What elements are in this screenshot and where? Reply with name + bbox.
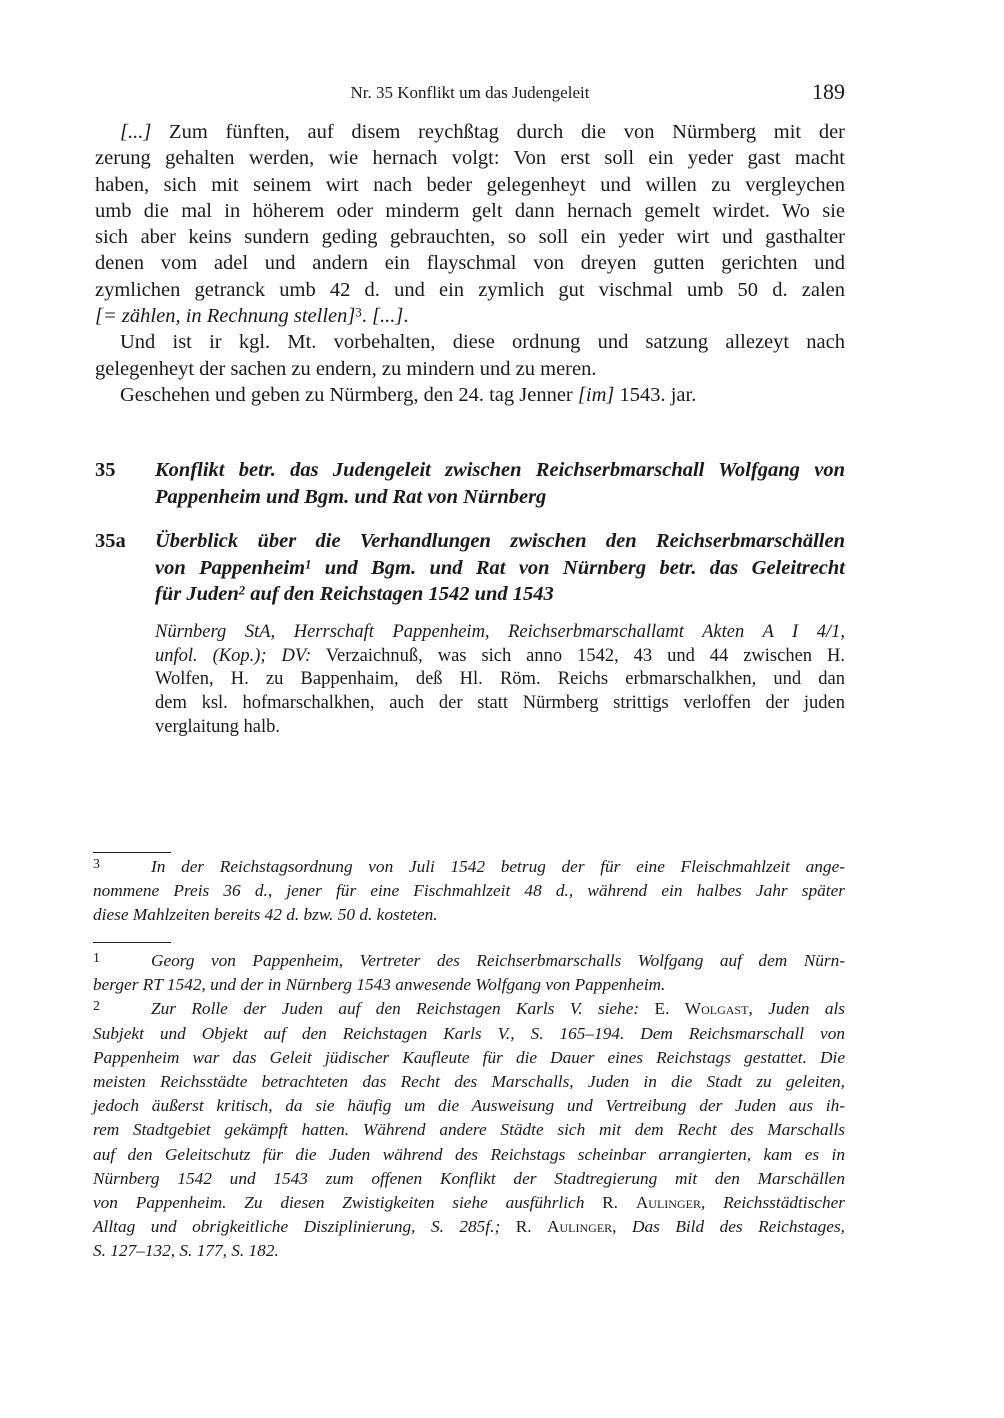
section-number: 35a [95, 530, 126, 552]
text-line: 1 Georg von Pappenheim, Vertreter des Reichserbmarschalls Wolfgang auf dem Nürn- [93, 949, 845, 970]
text-line [93, 1191, 845, 1215]
text-line [155, 692, 845, 716]
text-segment: und Bgm. und Rat von Nürnberg betr. das Geleitrecht [311, 556, 845, 579]
text-line [155, 528, 845, 555]
text-segment: sich aber keins sundern geding gebrauchten, so soll ein yeder wirt und gasthalter [95, 226, 845, 249]
text-line [93, 973, 845, 997]
section-title [155, 457, 845, 510]
source-note [155, 621, 845, 740]
text-segment: Geschehen und geben zu Nürmberg, den 24. tag Jenner [120, 383, 578, 406]
text-line [155, 581, 845, 608]
text-line: 3 In der Reichstagsordnung von Juli 1542 betrug der für eine Fleischmahlzeit ange- [93, 855, 845, 876]
text-segment: dem ksl. hofmarschalkhen, auch der statt Nürmberg strittigs verloffen der juden [155, 693, 845, 714]
text-line [93, 1022, 845, 1046]
text-line [93, 1070, 845, 1094]
text-line [93, 1239, 845, 1263]
text-line [95, 329, 845, 355]
text-line [155, 645, 845, 669]
paragraph-geschehen [95, 382, 845, 408]
text-segment: Aulinger [635, 1193, 701, 1213]
footnote-divider [93, 942, 171, 943]
text-line [93, 1167, 845, 1191]
text-segment: [...] [371, 305, 404, 328]
text-line [95, 303, 845, 329]
text-segment: Zur Rolle der Juden auf den Reichstagen Karls V. siehe: [151, 999, 640, 1019]
text-line [95, 198, 845, 224]
text-segment: Zum fünften, auf disem reychßtag durch die von Nürmberg mit der [151, 121, 845, 143]
text-segment: Nürnberg StA, Herrschaft Pappenheim, Reichserbmarschallamt Akten A I 4/1, [155, 622, 845, 642]
text-segment: verglaitung halb. [155, 716, 281, 737]
text-segment: Wolgast [684, 999, 749, 1019]
text-segment: Nürnberg 1542 und 1543 zum offenen Konflikt der Stadtregierung mit den Marschällen [93, 1168, 845, 1188]
text-segment: Konflikt betr. das Judengeleit zwischen Reichserbmarschall Wolfgang von [155, 459, 845, 481]
section-heading-35a [95, 528, 845, 608]
text-segment: [im] [577, 383, 615, 406]
text-segment: , Juden als [748, 999, 845, 1019]
text-segment: [= zählen, in Rechnung stellen] [95, 305, 356, 328]
page-number: 189 [812, 79, 845, 104]
text-line [95, 145, 845, 171]
text-line [93, 1143, 845, 1167]
text-line [95, 224, 845, 250]
text-segment: Und ist ir kgl. Mt. vorbehalten, diese ordnung und satzung allezeyt nach [120, 331, 845, 354]
text-line [95, 250, 845, 276]
running-head [95, 80, 845, 106]
text-segment: Pappenheim war das Geleit jüdischer Kaufleute für die Dauer eines Reichstags gestattet. Die [93, 1047, 845, 1067]
text-segment: , Reichsstädtischer [700, 1193, 846, 1213]
text-segment: . [361, 305, 372, 328]
text-line [93, 1215, 845, 1239]
text-segment: Alltag und obrigkeitliche Disziplinierung, S. 285f.; [93, 1217, 501, 1237]
text-segment: auf den Reichstagen 1542 und 1543 [245, 583, 554, 605]
text-line [95, 119, 845, 145]
text-segment: denen vom adel und andern ein flayschmal von dreyen gutten gerichten und [95, 252, 845, 275]
text-line [93, 879, 845, 903]
text-line [95, 277, 845, 303]
text-segment: Wolfen, H. zu Bappenhaim, deß Hl. Röm. Reichs erbmarschalkhen, und dan [155, 669, 845, 690]
text-segment: von Pappenheim. Zu diesen Zwistigkeiten siehe ausführlich [93, 1193, 585, 1213]
footnote-marker: 2 [238, 583, 246, 598]
paragraph-zerung [95, 119, 845, 329]
footnote-marker: 1 [305, 556, 312, 571]
text-segment: jedoch äußerst kritisch, da sie häufig um die Ausweisung und Vertreibung der Juden aus ih- [93, 1096, 845, 1116]
text-segment: berger RT 1542, und der in Nürnberg 1543 anwesende Wolfgang von Pappenheim. [93, 975, 666, 995]
text-segment: In der Reichstagsordnung von Juli 1542 betrug der für eine Fleischmahlzeit ange- [151, 857, 845, 876]
text-segment: , Das Bild des Reichstages, [612, 1217, 845, 1237]
text-segment: diese Mahlzeiten bereits 42 d. bzw. 50 d. kosteten. [93, 905, 438, 925]
text-segment: rem Stadtgebiet gekämpft hatten. Während andere Städte sich mit dem Recht des Marschalls [93, 1120, 845, 1140]
text-line [93, 1118, 845, 1142]
paragraph-vorbehalten [95, 329, 845, 382]
text-segment: gelegenheyt der sachen zu endern, zu mindern und zu meren. [95, 357, 597, 380]
text-line [155, 555, 845, 582]
document-body [95, 119, 845, 408]
text-segment: zymlichen getranck umb 42 d. und ein zymlich gut vischmal umb 50 d. zalen [95, 278, 845, 301]
text-segment: nommene Preis 36 d., jener für eine Fischmahlzeit 48 d., während ein halbes Jahr später [93, 881, 845, 901]
running-head-title: Nr. 35 Konflikt um das Judengeleit [350, 83, 590, 102]
text-segment: Subjekt und Objekt auf den Reichstagen Karls V., S. 165–194. Dem Reichsmarschall von [93, 1023, 845, 1043]
text-line [95, 356, 845, 382]
text-line [93, 903, 845, 927]
section-title [155, 528, 845, 608]
footnotes-text [93, 855, 845, 928]
text-segment: S. 127–132, S. 177, S. 182. [93, 1241, 279, 1261]
text-segment: Georg von Pappenheim, Vertreter des Reichserbmarschalls Wolfgang auf dem Nürn- [151, 951, 845, 970]
text-segment: unfol. (Kop.); DV: [155, 645, 312, 666]
footnote-divider [93, 852, 171, 853]
text-line [95, 382, 845, 408]
section-number: 35 [95, 459, 116, 481]
text-segment: Pappenheim und Bgm. und Rat von Nürnberg [155, 485, 547, 508]
text-segment: Aulinger [547, 1217, 613, 1237]
text-segment: R. [584, 1193, 636, 1213]
text-segment: auf den Geleitschutz für die Juden während des Reichstags scheinbar arrangierten, kam es in [93, 1144, 845, 1164]
text-segment: R. [500, 1217, 548, 1237]
text-segment: . [403, 305, 409, 328]
text-segment: haben, sich mit seinem wirt nach beder gelegenheyt und willen zu vergleychen [95, 173, 845, 196]
text-segment: E. [639, 999, 685, 1019]
text-segment: [...] [120, 121, 152, 143]
text-line [93, 1094, 845, 1118]
footnotes-apparatus [93, 949, 845, 1264]
text-segment: von Pappenheim [155, 556, 306, 579]
text-segment: 1543. jar. [614, 383, 697, 406]
footnote-marker: 3 [355, 305, 362, 320]
text-line: 2 Zur Rolle der Juden auf den Reichstagen Karls V. siehe: E. Wolgast, Juden als [93, 998, 845, 1019]
text-segment: Überblick über die Verhandlungen zwischen den Reichserbmarschällen [155, 530, 845, 552]
text-segment: zerung gehalten werden, wie hernach volgt: Von erst soll ein yeder gast macht [95, 147, 845, 170]
text-segment: umb die mal in höherem oder minderm gelt dann hernach gemelt wirdet. Wo sie [95, 199, 845, 222]
text-line [155, 668, 845, 692]
text-segment: für Juden [155, 583, 239, 605]
text-segment: Verzaichnuß, was sich anno 1542, 43 und 44 zwischen H. [311, 645, 845, 666]
text-line [155, 716, 845, 740]
section-heading-35 [95, 457, 845, 510]
text-line [155, 621, 845, 645]
text-line [155, 484, 845, 511]
text-line [155, 457, 845, 484]
text-segment: meisten Reichsstädte betrachteten das Recht des Marschalls, Juden in die Stadt zu geleiten, [93, 1072, 845, 1092]
text-line [95, 172, 845, 198]
text-line [93, 1046, 845, 1070]
